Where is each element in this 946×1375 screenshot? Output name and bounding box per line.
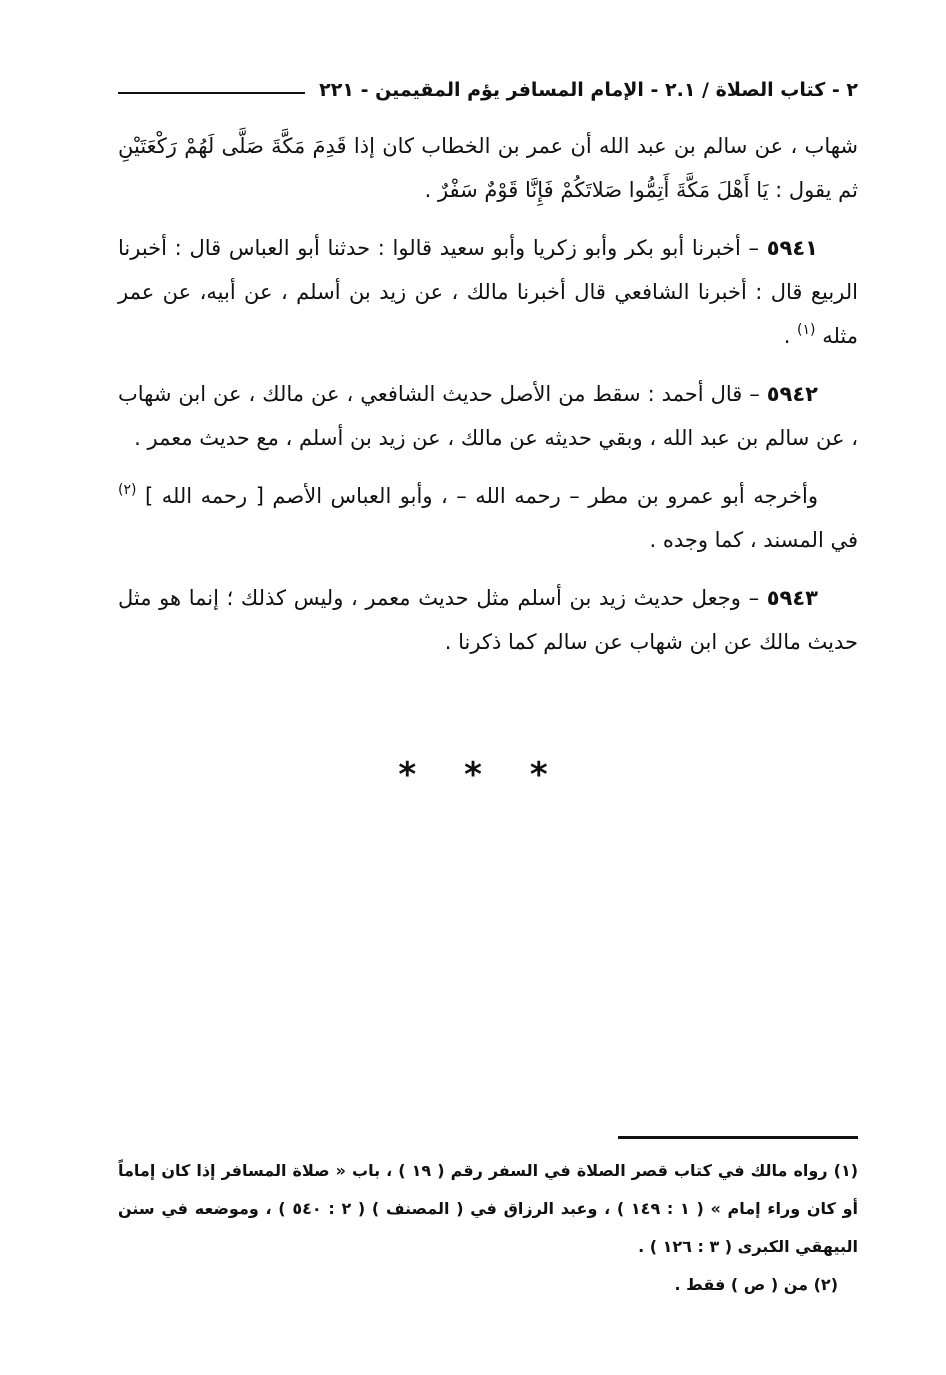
asterisk: *	[529, 755, 548, 795]
paragraph-narration	[118, 474, 858, 562]
running-header	[118, 70, 858, 110]
footnote-rule	[618, 1136, 858, 1139]
footnotes	[118, 1152, 858, 1304]
footnote-1: (١) رواه مالك في كتاب قصر الصلاة في السفر رقم ( ١٩ ) ، باب « صلاة المسافر إذا كان إماماً أو كان وراء إمام » ( ١ : ١٤٩ ) ، وعبد الرزاق في ( المصنف ) ( ٢ : ٥٤٠ ) ، وموضعه في سنن البيهقي الكبرى ( ٣ : ١٢٦ ) .	[118, 1161, 859, 1256]
paragraph-5942	[118, 372, 858, 460]
paragraph-text: وأخرجه أبو عمرو بن مطر – رحمه الله – ، وأبو العباس الأصم [ رحمه الله ]	[136, 484, 818, 508]
header-rule	[118, 92, 305, 94]
section-separator	[0, 755, 946, 795]
footnote-2: (٢) من ( ص ) فقط .	[674, 1275, 838, 1294]
paragraph-text: – أخبرنا أبو بكر وأبو زكريا وأبو سعيد قالوا : حدثنا أبو العباس قال : أخبرنا الربيع قال : أخبرنا الشافعي قال أخبرنا مالك ، عن زيد بن أسلم ، عن أبيه، عن عمر مثله	[118, 236, 858, 348]
hadith-number: ٥٩٤٣	[766, 586, 818, 610]
paragraph-5941	[118, 226, 858, 358]
asterisk: *	[464, 755, 482, 795]
main-text	[118, 124, 858, 678]
paragraph-5943	[118, 576, 858, 664]
header-title: ٢ - كتاب الصلاة / ٢.١ - الإمام المسافر يؤم المقيمين - ٢٢١	[319, 79, 858, 101]
paragraph-text: – وجعل حديث زيد بن أسلم مثل حديث معمر ، وليس كذلك ؛ إنما هو مثل حديث مالك عن ابن شهاب عن سالم كما ذكرنا .	[118, 586, 858, 654]
paragraph-end: .	[783, 324, 798, 348]
paragraph-text: – قال أحمد : سقط من الأصل حديث الشافعي ، عن مالك ، عن ابن شهاب ، عن سالم بن عبد الله ، وبقي حديثه عن مالك ، عن زيد بن أسلم ، مع حديث معمر .	[118, 382, 858, 450]
footnote-ref-1[interactable]: (١)	[797, 322, 816, 338]
paragraph-continuation: شهاب ، عن سالم بن عبد الله أن عمر بن الخطاب كان إذا قَدِمَ مَكَّةَ صَلَّى لَهُمْ رَكْعَتَيْنِ ثم يقول : يَا أَهْلَ مَكَّةَ أَتِمُّوا صَلاتَكُمْ فَإِنَّا قَوْمٌ سَفْرٌ .	[118, 134, 858, 202]
asterisk: *	[398, 755, 417, 795]
hadith-number: ٥٩٤١	[766, 236, 818, 260]
footnote-ref-2[interactable]: (٢)	[118, 482, 137, 498]
hadith-number: ٥٩٤٢	[766, 382, 818, 406]
paragraph-end: في المسند ، كما وجده .	[649, 528, 858, 552]
